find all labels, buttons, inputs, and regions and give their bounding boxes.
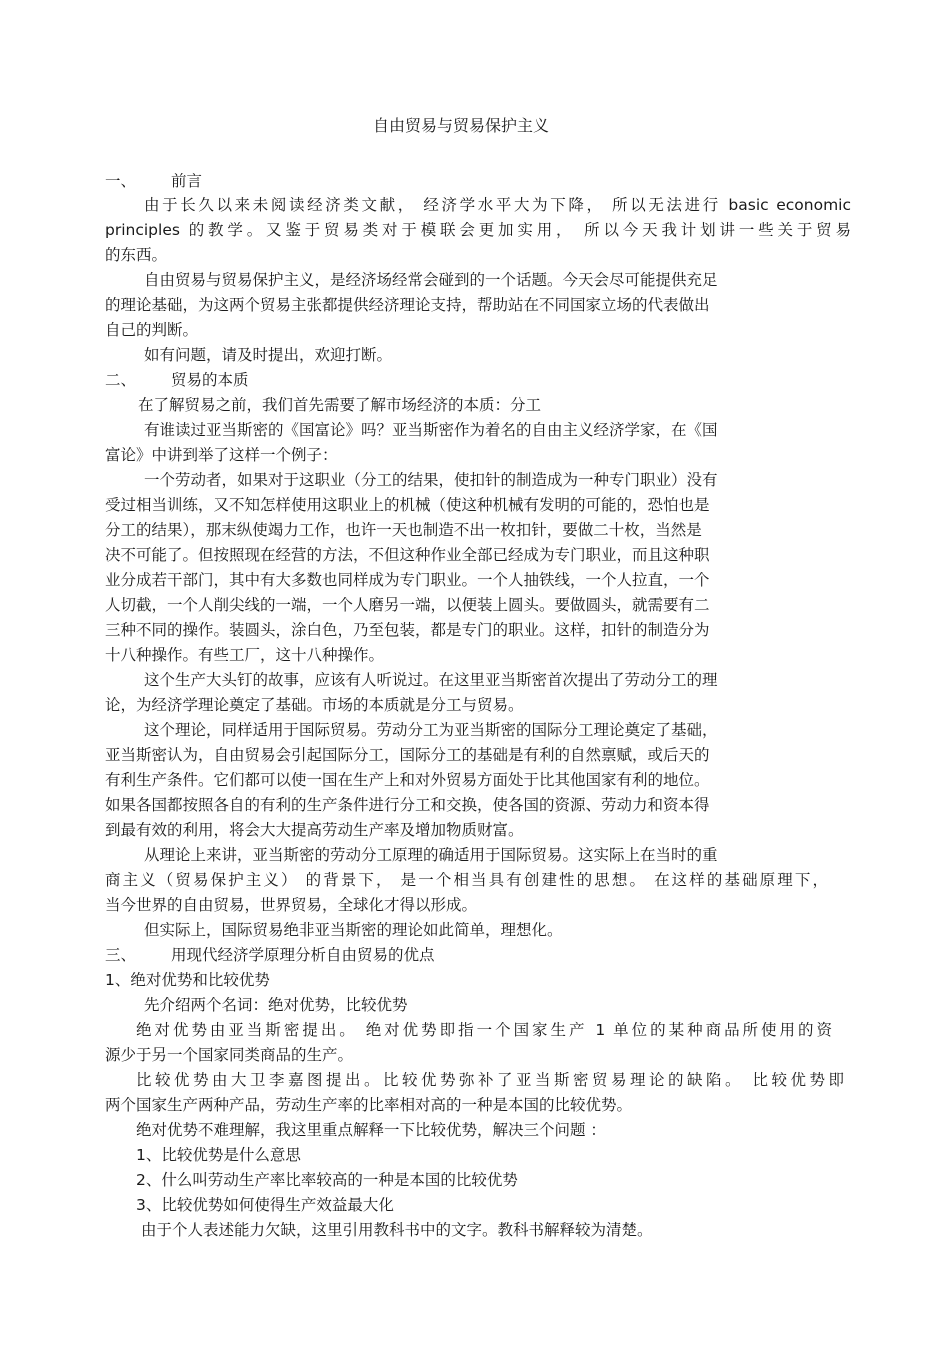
paragraph-line: 论，为经济学理论奠定了基础。市场的本质就是分工与贸易。 [105,696,524,714]
paragraph-line: 先介绍两个名词：绝对优势，比较优势 [144,996,408,1014]
paragraph-line: 源少于另一个国家同类商品的生产。 [105,1046,354,1064]
paragraph-line: 两个国家生产两种产品，劳动生产率的比率相对高的一种是本国的比较优势。 [105,1096,633,1114]
paragraph-line: 富论》中讲到举了这样一个例子： [105,446,338,464]
list-item: 3、比较优势如何使得生产效益最大化 [136,1196,394,1214]
paragraph-line: 商主义（贸易保护主义） 的背景下， 是一个相当具有创建性的思想。 在这样的基础原理下， [105,871,828,889]
paragraph-line: 这个理论，同样适用于国际贸易。劳动分工为亚当斯密的国际分工理论奠定了基础， [144,721,718,739]
section-3-heading: 用现代经济学原理分析自由贸易的优点 [171,946,435,964]
paragraph-line: 由于个人表述能力欠缺，这里引用教科书中的文字。教科书解释较为清楚。 [141,1221,653,1239]
paragraph-line: 三种不同的操作。装圆头，涂白色，乃至包装，都是专门的职业。这样，扣针的制造分为 [105,621,710,639]
paragraph-line: 绝对优势不难理解，我这里重点解释一下比较优势，解决三个问题 ： [136,1121,606,1139]
paragraph-line: 自由贸易与贸易保护主义，是经济场经常会碰到的一个话题。今天会尽可能提供充足 [144,271,718,289]
paragraph-line: 的东西。 [105,246,168,264]
paragraph-line: 在了解贸易之前，我们首先需要了解市场经济的本质：分工 [138,396,542,414]
paragraph-line: 自己的判断。 [105,321,199,339]
section-1-number: 一、 [105,172,137,190]
paragraph-line: 十八种操作。有些工厂，这十八种操作。 [105,646,385,664]
list-item: 2、什么叫劳动生产率比率较高的一种是本国的比较优势 [136,1171,518,1189]
paragraph-line: 有谁读过亚当斯密的《国富论》吗？亚当斯密作为着名的自由主义经济学家，在《国 [144,421,718,439]
paragraph-line: 受过相当训练，又不知怎样使用这职业上的机械（使这种机械有发明的可能的，恐怕也是 [105,496,710,514]
paragraph-line: 有利生产条件。它们都可以使一国在生产上和对外贸易方面处于比其他国家有利的地位。 [105,771,710,789]
paragraph-line: 亚当斯密认为，自由贸易会引起国际分工，国际分工的基础是有利的自然禀赋，或后天的 [105,746,710,764]
paragraph-line: 这个生产大头钉的故事，应该有人听说过。在这里亚当斯密首次提出了劳动分工的理 [144,671,718,689]
paragraph-line: 比较优势由大卫李嘉图提出。比较优势弥补了亚当斯密贸易理论的缺陷。 比较优势即 [136,1071,844,1089]
section-3-number: 三、 [105,946,137,964]
paragraph-line: 到最有效的利用，将会大大提高劳动生产率及增加物质财富。 [105,821,524,839]
paragraph-line: 如果各国都按照各自的有利的生产条件进行分工和交换，使各国的资源、劳动力和资本得 [105,796,710,814]
paragraph-line: 但实际上，国际贸易绝非亚当斯密的理论如此简单，理想化。 [144,921,563,939]
section-2-heading: 贸易的本质 [171,371,249,389]
paragraph-line: 业分成若干部门，其中有大多数也同样成为专门职业。一个人抽铁线，一个人拉直，一个 [105,571,710,589]
paragraph-line: 由于长久以来未阅读经济类文献， 经济学水平大为下降， 所以无法进行 basic economic [144,196,851,214]
paragraph-line: 一个劳动者，如果对于这职业（分工的结果，使扣针的制造成为一种专门职业）没有 [144,471,718,489]
section-1-heading: 前言 [171,172,203,190]
section-2-number: 二、 [105,371,137,389]
paragraph-line: 分工的结果），那末纵使竭力工作，也许一天也制造不出一枚扣针，要做二十枚，当然是 [105,521,702,539]
paragraph-line: 当今世界的自由贸易，世界贸易，全球化才得以形成。 [105,896,478,914]
list-item: 1、比较优势是什么意思 [136,1146,301,1164]
paragraph-line: principles 的教学。又鉴于贸易类对于模联会更加实用， 所以今天我计划讲一些关于贸易 [105,221,851,239]
paragraph-line: 决不可能了。但按照现在经营的方法，不但这种作业全部已经成为专门职业，而且这种职 [105,546,710,564]
subheading: 1、绝对优势和比较优势 [105,971,270,989]
paragraph-line: 如有问题，请及时提出，欢迎打断。 [144,346,393,364]
paragraph-line: 人切截，一个人削尖线的一端，一个人磨另一端，以便装上圆头。要做圆头，就需要有二 [105,596,710,614]
paragraph-line: 的理论基础，为这两个贸易主张都提供经济理论支持，帮助站在不同国家立场的代表做出 [105,296,710,314]
paragraph-line: 绝对优势由亚当斯密提出。 绝对优势即指一个国家生产 1 单位的某种商品所使用的资 [136,1021,832,1039]
page-title: 自由贸易与贸易保护主义 [373,116,550,135]
paragraph-line: 从理论上来讲，亚当斯密的劳动分工原理的确适用于国际贸易。这实际上在当时的重 [144,846,718,864]
